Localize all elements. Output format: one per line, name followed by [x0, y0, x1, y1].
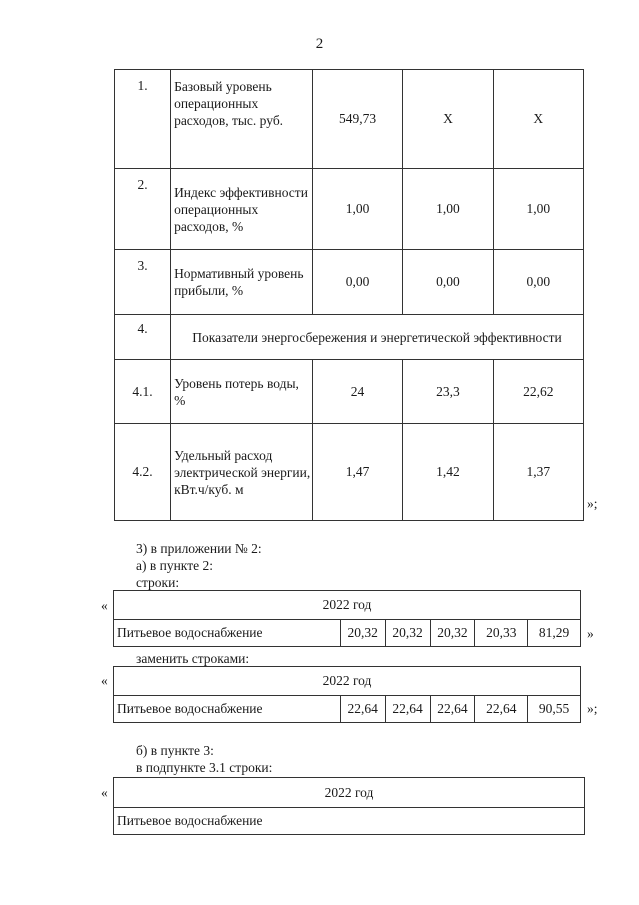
table-row — [114, 667, 581, 696]
row-value: 1,42 — [403, 424, 493, 521]
row-number: 1. — [115, 70, 171, 169]
closing-quote: » — [587, 626, 594, 641]
row-value: 23,3 — [403, 360, 493, 424]
table-row — [115, 70, 584, 169]
row-name: Уровень потерь воды, % — [171, 360, 313, 424]
old-rows-table — [113, 590, 581, 647]
table-row — [114, 696, 581, 723]
opening-quote: « — [101, 598, 108, 613]
row-value: 0,00 — [312, 250, 403, 315]
paragraph: а) в пункте 2: — [136, 558, 213, 573]
subparagraph-rows-table — [113, 777, 585, 835]
row-value: 22,62 — [493, 360, 583, 424]
row-value: 1,47 — [312, 424, 403, 521]
paragraph: строки: — [136, 575, 180, 590]
row-name: Базовый уровень операционных расходов, тыс. руб. — [171, 70, 313, 169]
row-name: Индекс эффективности операционных расходов, % — [171, 169, 313, 250]
row-label: Питьевое водоснабжение — [114, 696, 341, 723]
cell-value: 22,64 — [475, 696, 528, 723]
year-header: 2022 год — [114, 778, 585, 808]
row-number: 3. — [115, 250, 171, 315]
row-label: Питьевое водоснабжение — [114, 620, 341, 647]
row-value: 1,00 — [403, 169, 493, 250]
table-row — [115, 424, 584, 521]
row-value: 1,37 — [493, 424, 583, 521]
table-row — [115, 315, 584, 360]
cell-value: 22,64 — [340, 696, 385, 723]
closing-quote: »; — [587, 496, 598, 511]
opening-quote: « — [101, 673, 108, 688]
year-header: 2022 год — [114, 667, 581, 696]
section-heading: Показатели энергосбережения и энергетической эффективности — [171, 315, 584, 360]
row-value: 0,00 — [493, 250, 583, 315]
cell-value: 81,29 — [528, 620, 581, 647]
cell-value: 20,33 — [475, 620, 528, 647]
table-row — [115, 250, 584, 315]
row-number: 4.2. — [115, 424, 171, 521]
closing-quote: »; — [587, 701, 598, 716]
paragraph: б) в пункте 3: — [136, 743, 214, 758]
cell-value: 20,32 — [340, 620, 385, 647]
opening-quote: « — [101, 785, 108, 800]
table-row — [114, 808, 585, 835]
row-name: Нормативный уровень прибыли, % — [171, 250, 313, 315]
cell-value: 20,32 — [385, 620, 430, 647]
row-value: 0,00 — [403, 250, 493, 315]
row-value: Х — [493, 70, 583, 169]
table-row — [114, 620, 581, 647]
table-row — [114, 778, 585, 808]
cell-value: 20,32 — [430, 620, 475, 647]
row-value: 24 — [312, 360, 403, 424]
table-row — [115, 360, 584, 424]
table-row — [114, 591, 581, 620]
cell-value: 90,55 — [528, 696, 581, 723]
cell-value: 22,64 — [385, 696, 430, 723]
row-number: 2. — [115, 169, 171, 250]
paragraph: в подпункте 3.1 строки: — [136, 760, 273, 775]
row-value: 1,00 — [312, 169, 403, 250]
paragraph: 3) в приложении № 2: — [136, 541, 262, 556]
indicators-table — [114, 69, 584, 521]
row-number: 4. — [115, 315, 171, 360]
row-name: Удельный расход электрической энергии, кВт.ч/куб. м — [171, 424, 313, 521]
row-number: 4.1. — [115, 360, 171, 424]
page-number: 2 — [315, 36, 324, 52]
row-value: Х — [403, 70, 493, 169]
paragraph: заменить строками: — [136, 651, 250, 666]
year-header: 2022 год — [114, 591, 581, 620]
new-rows-table — [113, 666, 581, 723]
row-value: 549,73 — [312, 70, 403, 169]
row-value: 1,00 — [493, 169, 583, 250]
table-row — [115, 169, 584, 250]
row-label: Питьевое водоснабжение — [114, 808, 585, 835]
cell-value: 22,64 — [430, 696, 475, 723]
